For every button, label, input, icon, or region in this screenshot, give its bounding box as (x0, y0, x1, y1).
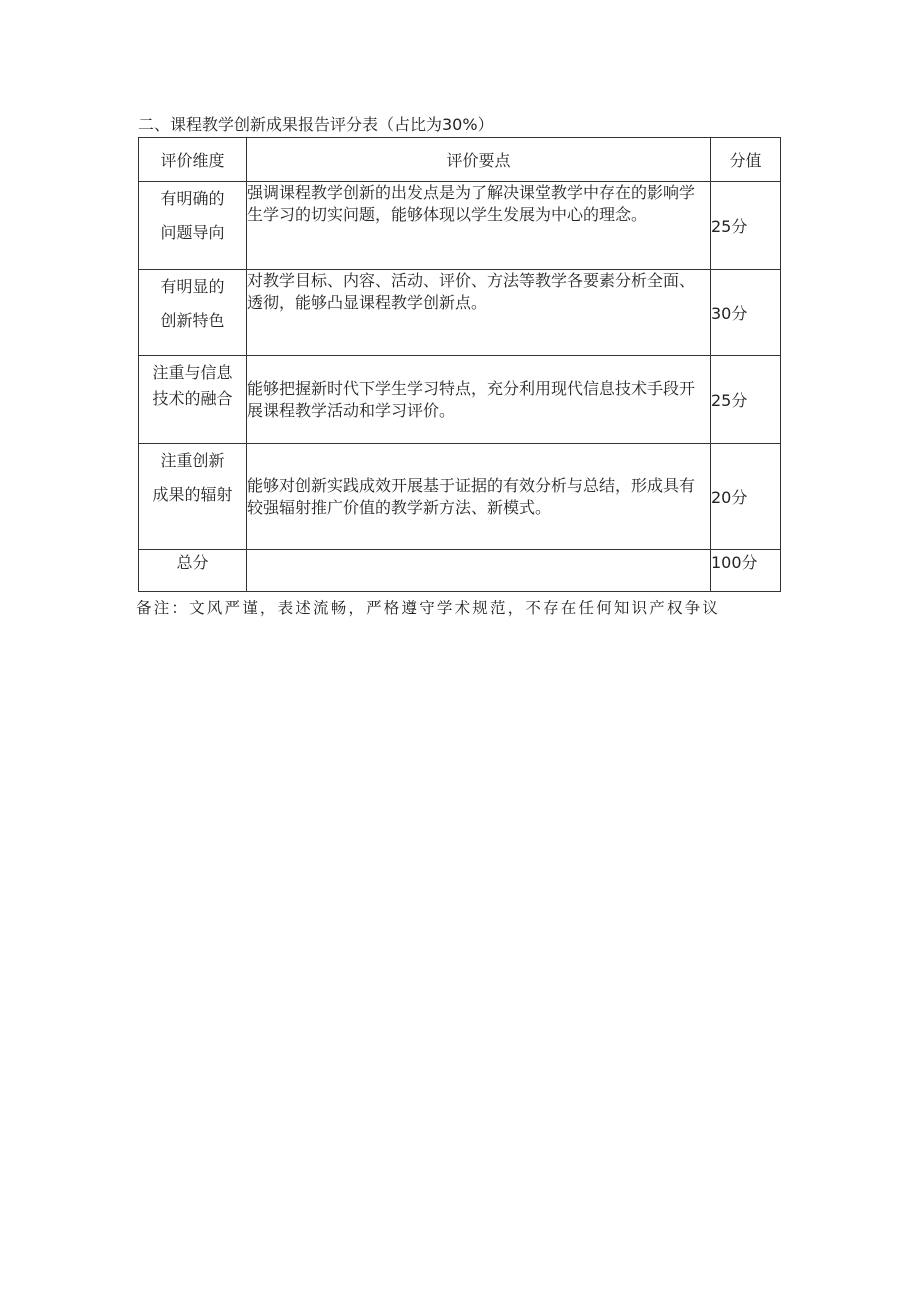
table-row (139, 444, 781, 550)
dimension-line: 有明显的 (160, 277, 225, 296)
dimension-line: 有明确的 (160, 189, 225, 208)
section-title: 二、课程教学创新成果报告评分表（占比为30%） (138, 115, 494, 134)
table-row (139, 182, 781, 270)
header-points: 评价要点 (247, 138, 711, 182)
dimension-cell (139, 444, 247, 550)
dimension-cell (139, 356, 247, 444)
score-cell: 30分 (711, 270, 781, 356)
dimension-line: 注重创新 (160, 451, 225, 470)
table-total-row (139, 550, 781, 592)
footnote: 备注：文风严谨，表述流畅，严格遵守学术规范，不存在任何知识产权争议 (136, 599, 721, 617)
table-row (139, 270, 781, 356)
description-cell: 对教学目标、内容、活动、评价、方法等教学各要素分析全面、透彻，能够凸显课程教学创新点。 (247, 270, 711, 356)
header-dimension: 评价维度 (139, 138, 247, 182)
dimension-line: 注重与信息 (152, 363, 233, 382)
header-score: 分值 (711, 138, 781, 182)
total-score: 100分 (711, 550, 781, 592)
score-cell: 20分 (711, 444, 781, 550)
scoring-table (138, 137, 781, 592)
description-cell: 能够把握新时代下学生学习特点，充分利用现代信息技术手段开展课程教学活动和学习评价。 (247, 356, 711, 444)
dimension-line: 技术的融合 (152, 389, 233, 408)
table-header-row (139, 138, 781, 182)
dimension-line: 成果的辐射 (152, 485, 233, 504)
score-cell: 25分 (711, 356, 781, 444)
total-description (247, 550, 711, 592)
description-cell: 能够对创新实践成效开展基于证据的有效分析与总结，形成具有较强辐射推广价值的教学新方法、新模式。 (247, 444, 711, 550)
description-cell: 强调课程教学创新的出发点是为了解决课堂教学中存在的影响学生学习的切实问题，能够体现以学生发展为中心的理念。 (247, 182, 711, 270)
table-row (139, 356, 781, 444)
dimension-cell (139, 182, 247, 270)
dimension-cell (139, 270, 247, 356)
score-cell: 25分 (711, 182, 781, 270)
dimension-line: 问题导向 (160, 223, 225, 242)
total-label: 总分 (139, 550, 247, 592)
dimension-line: 创新特色 (160, 311, 225, 330)
